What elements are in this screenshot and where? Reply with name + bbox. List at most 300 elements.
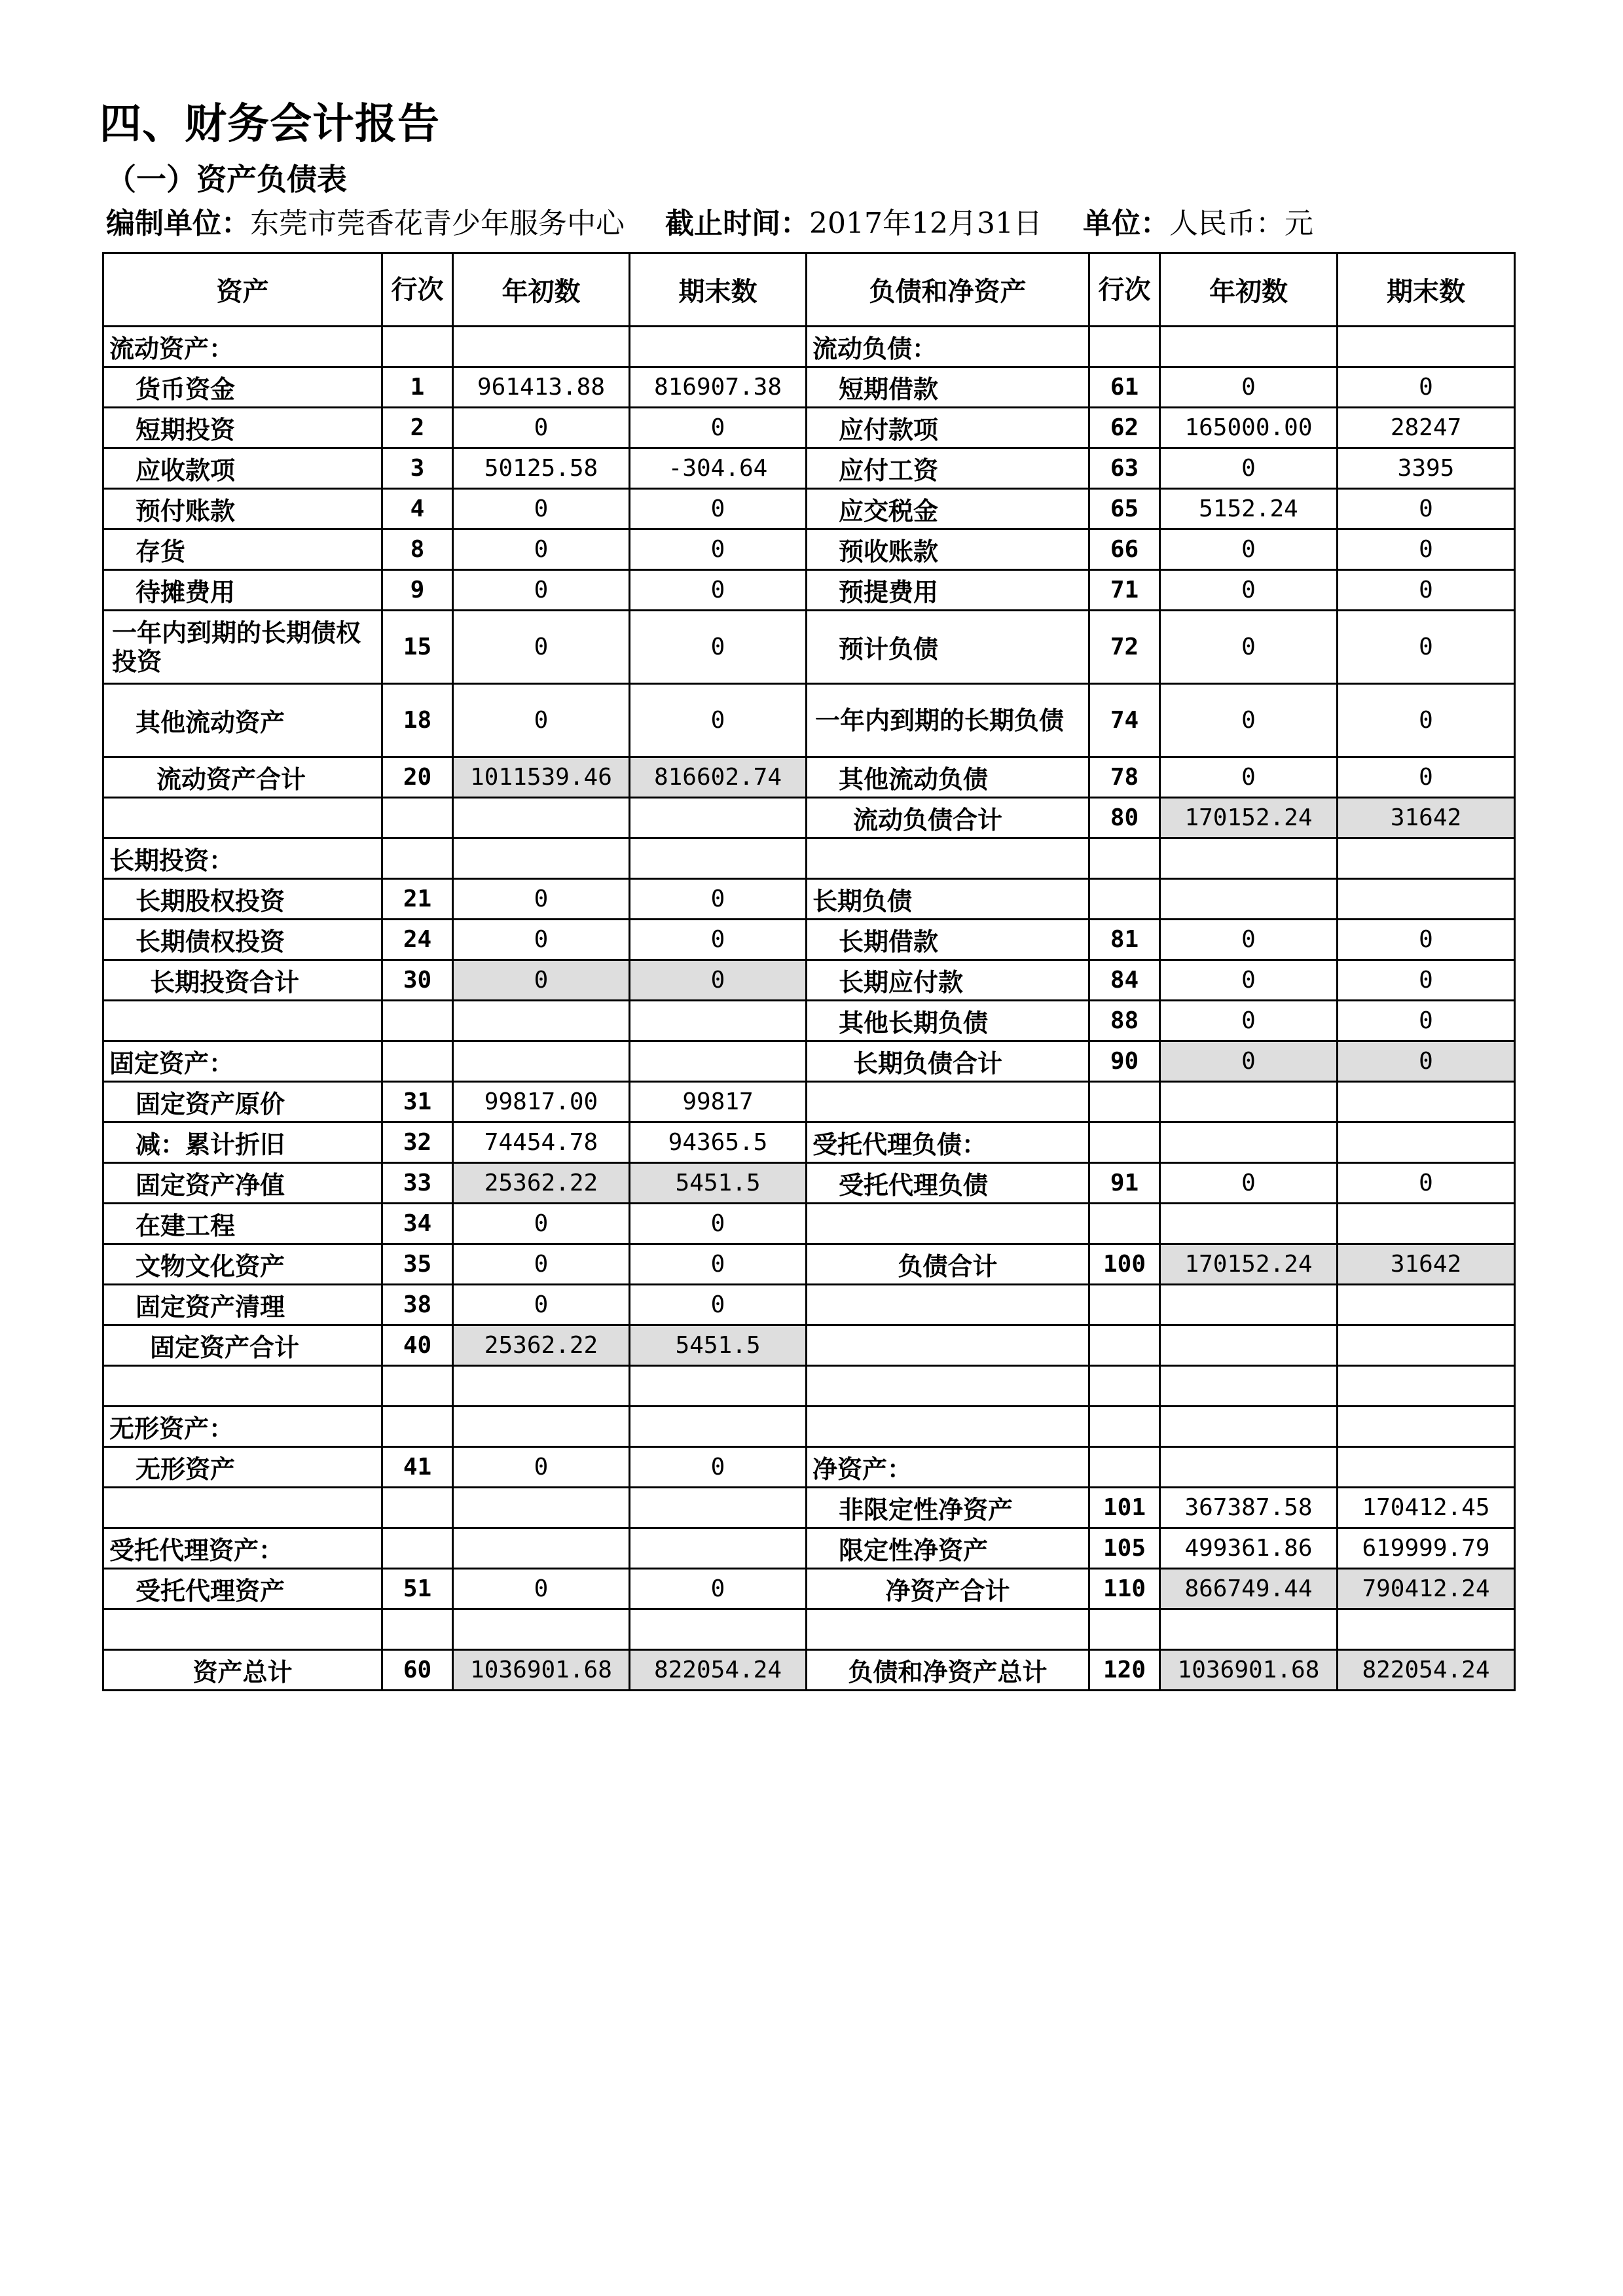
liability-name-cell: 短期借款 (807, 367, 1089, 408)
asset-closing-cell (630, 798, 807, 838)
asset-closing-cell: 5451.5 (630, 1163, 807, 1204)
table-row (103, 879, 1515, 920)
asset-line-cell: 30 (382, 960, 453, 1001)
table-row (103, 1244, 1515, 1285)
asset-opening-cell: 0 (453, 570, 630, 611)
asset-closing-cell (630, 1041, 807, 1082)
currency-label: 单位： (1082, 207, 1169, 240)
asset-closing-cell (630, 327, 807, 367)
asset-closing-cell: 5451.5 (630, 1325, 807, 1366)
liability-closing-cell: 0 (1338, 757, 1515, 798)
asset-line-cell: 3 (382, 448, 453, 489)
liability-closing-cell (1338, 838, 1515, 879)
liability-closing-cell: 0 (1338, 1041, 1515, 1082)
asset-line-cell: 4 (382, 489, 453, 529)
asset-opening-cell: 0 (453, 529, 630, 570)
table-row (103, 1285, 1515, 1325)
liability-line-cell (1089, 1407, 1160, 1447)
table-row (103, 448, 1515, 489)
asset-name-cell: 长期投资： (103, 838, 382, 879)
asset-name-cell: 一年内到期的长期债权投资 (103, 611, 382, 684)
asset-opening-cell: 0 (453, 1285, 630, 1325)
asset-name-cell: 固定资产清理 (103, 1285, 382, 1325)
liability-opening-cell: 5152.24 (1160, 489, 1338, 529)
asset-closing-cell: 0 (630, 1447, 807, 1488)
liability-closing-cell: 0 (1338, 1001, 1515, 1041)
asset-line-cell: 15 (382, 611, 453, 684)
asset-line-cell (382, 838, 453, 879)
liability-line-cell: 91 (1089, 1163, 1160, 1204)
asset-name-cell: 应收款项 (103, 448, 382, 489)
liability-closing-cell (1338, 879, 1515, 920)
asset-name-cell: 固定资产原价 (103, 1082, 382, 1122)
liability-opening-cell: 0 (1160, 529, 1338, 570)
liability-opening-cell: 0 (1160, 1001, 1338, 1041)
asset-line-cell: 35 (382, 1244, 453, 1285)
liability-opening-cell (1160, 1609, 1338, 1650)
unit-value: 东莞市莞香花青少年服务中心 (250, 207, 625, 240)
liability-opening-cell: 0 (1160, 757, 1338, 798)
liability-closing-cell: 0 (1338, 570, 1515, 611)
asset-closing-cell: 0 (630, 684, 807, 757)
liability-line-cell: 100 (1089, 1244, 1160, 1285)
table-row (103, 1488, 1515, 1528)
asset-closing-cell (630, 1407, 807, 1447)
liability-line-cell: 80 (1089, 798, 1160, 838)
asset-closing-cell: 94365.5 (630, 1122, 807, 1163)
liability-line-cell (1089, 1082, 1160, 1122)
liability-opening-cell: 367387.58 (1160, 1488, 1338, 1528)
asset-closing-cell: 0 (630, 1204, 807, 1244)
liability-line-cell: 62 (1089, 408, 1160, 448)
table-row (103, 1366, 1515, 1407)
page-title: 四、财务会计报告 (100, 100, 440, 149)
liability-name-cell: 一年内到期的长期负债 (807, 684, 1089, 757)
liability-name-cell (807, 1204, 1089, 1244)
asset-opening-cell: 25362.22 (453, 1325, 630, 1366)
table-row (103, 1528, 1515, 1569)
liability-closing-cell: 0 (1338, 489, 1515, 529)
table-row (103, 570, 1515, 611)
liability-line-cell (1089, 1285, 1160, 1325)
asset-closing-cell (630, 1609, 807, 1650)
table-row (103, 611, 1515, 684)
liability-closing-cell: 31642 (1338, 1244, 1515, 1285)
asset-line-cell (382, 1001, 453, 1041)
table-row (103, 367, 1515, 408)
asset-closing-cell (630, 1366, 807, 1407)
asset-opening-cell (453, 327, 630, 367)
asset-opening-cell: 0 (453, 684, 630, 757)
liability-line-cell: 61 (1089, 367, 1160, 408)
liability-closing-cell: 822054.24 (1338, 1650, 1515, 1691)
liability-name-cell: 应交税金 (807, 489, 1089, 529)
asset-closing-cell: 0 (630, 489, 807, 529)
asset-opening-cell (453, 1366, 630, 1407)
asset-line-cell (382, 798, 453, 838)
liability-closing-cell (1338, 1447, 1515, 1488)
asset-opening-cell: 0 (453, 960, 630, 1001)
liability-line-cell: 63 (1089, 448, 1160, 489)
liability-line-cell: 101 (1089, 1488, 1160, 1528)
asset-name-cell: 存货 (103, 529, 382, 570)
asset-line-cell: 24 (382, 920, 453, 960)
liability-opening-cell (1160, 1285, 1338, 1325)
asset-line-cell (382, 1366, 453, 1407)
table-row (103, 1041, 1515, 1082)
asset-closing-cell: 0 (630, 611, 807, 684)
asset-opening-cell (453, 798, 630, 838)
asset-line-cell: 21 (382, 879, 453, 920)
liability-name-cell: 长期借款 (807, 920, 1089, 960)
asset-name-cell: 待摊费用 (103, 570, 382, 611)
header-line (382, 253, 453, 327)
liability-closing-cell: 0 (1338, 920, 1515, 960)
liability-closing-cell: 0 (1338, 529, 1515, 570)
asset-name-cell: 货币资金 (103, 367, 382, 408)
liability-name-cell: 应付工资 (807, 448, 1089, 489)
header-line-text: 行次 (391, 274, 444, 305)
liability-opening-cell: 1036901.68 (1160, 1650, 1338, 1691)
asset-name-cell: 长期投资合计 (103, 960, 382, 1001)
table-row (103, 489, 1515, 529)
liability-closing-cell: 170412.45 (1338, 1488, 1515, 1528)
header-opening: 年初数 (453, 253, 630, 327)
liability-closing-cell: 790412.24 (1338, 1569, 1515, 1609)
asset-closing-cell: 0 (630, 408, 807, 448)
asset-name-cell (103, 1488, 382, 1528)
asset-closing-cell: -304.64 (630, 448, 807, 489)
asset-opening-cell (453, 1488, 630, 1528)
liability-line-cell: 78 (1089, 757, 1160, 798)
table-row (103, 838, 1515, 879)
asset-line-cell (382, 1609, 453, 1650)
asset-line-cell: 33 (382, 1163, 453, 1204)
liability-name-cell: 净资产合计 (807, 1569, 1089, 1609)
liability-closing-cell (1338, 1407, 1515, 1447)
asset-line-cell: 51 (382, 1569, 453, 1609)
liability-opening-cell: 866749.44 (1160, 1569, 1338, 1609)
liability-closing-cell (1338, 1082, 1515, 1122)
asset-name-cell: 在建工程 (103, 1204, 382, 1244)
liability-opening-cell (1160, 1447, 1338, 1488)
liability-name-cell: 长期负债合计 (807, 1041, 1089, 1082)
unit-label: 编制单位： (106, 207, 250, 240)
table-row (103, 960, 1515, 1001)
asset-name-cell: 无形资产： (103, 1407, 382, 1447)
liability-opening-cell (1160, 1082, 1338, 1122)
asset-closing-cell: 822054.24 (630, 1650, 807, 1691)
header-line-2 (1089, 253, 1160, 327)
asset-line-cell: 1 (382, 367, 453, 408)
liability-opening-cell: 0 (1160, 684, 1338, 757)
asset-name-cell (103, 1001, 382, 1041)
table-row (103, 529, 1515, 570)
liability-line-cell: 120 (1089, 1650, 1160, 1691)
liability-line-cell: 110 (1089, 1569, 1160, 1609)
liability-closing-cell (1338, 1204, 1515, 1244)
liability-name-cell: 预收账款 (807, 529, 1089, 570)
liability-name-cell (807, 838, 1089, 879)
table-row (103, 1163, 1515, 1204)
asset-closing-cell: 0 (630, 529, 807, 570)
liability-line-cell: 84 (1089, 960, 1160, 1001)
liability-opening-cell: 0 (1160, 367, 1338, 408)
liability-closing-cell: 0 (1338, 367, 1515, 408)
liability-name-cell (807, 1609, 1089, 1650)
table-row (103, 1001, 1515, 1041)
table-row (103, 1447, 1515, 1488)
liability-name-cell: 其他流动负债 (807, 757, 1089, 798)
liability-opening-cell (1160, 1407, 1338, 1447)
asset-closing-cell: 0 (630, 960, 807, 1001)
asset-name-cell (103, 1366, 382, 1407)
asset-line-cell: 8 (382, 529, 453, 570)
liability-line-cell: 74 (1089, 684, 1160, 757)
asset-name-cell (103, 798, 382, 838)
table-row (103, 1325, 1515, 1366)
asset-opening-cell (453, 1528, 630, 1569)
asset-name-cell: 受托代理资产： (103, 1528, 382, 1569)
currency-value: 人民币：元 (1169, 207, 1313, 240)
asset-name-cell: 无形资产 (103, 1447, 382, 1488)
asset-name-cell: 减：累计折旧 (103, 1122, 382, 1163)
asset-opening-cell: 25362.22 (453, 1163, 630, 1204)
header-opening-2: 年初数 (1160, 253, 1338, 327)
liability-closing-cell (1338, 327, 1515, 367)
liability-name-cell: 流动负债： (807, 327, 1089, 367)
asset-line-cell: 34 (382, 1204, 453, 1244)
liability-closing-cell (1338, 1366, 1515, 1407)
liability-closing-cell (1338, 1325, 1515, 1366)
asset-opening-cell (453, 1041, 630, 1082)
liability-opening-cell (1160, 327, 1338, 367)
liability-closing-cell: 619999.79 (1338, 1528, 1515, 1569)
asset-name-cell (103, 1609, 382, 1650)
asset-line-cell: 2 (382, 408, 453, 448)
liability-line-cell (1089, 1325, 1160, 1366)
table-row (103, 920, 1515, 960)
liability-closing-cell: 0 (1338, 611, 1515, 684)
asset-name-cell: 长期债权投资 (103, 920, 382, 960)
table-row (103, 1650, 1515, 1691)
asset-line-cell: 38 (382, 1285, 453, 1325)
liability-line-cell (1089, 879, 1160, 920)
asset-closing-cell: 0 (630, 1285, 807, 1325)
asset-opening-cell: 50125.58 (453, 448, 630, 489)
liability-name-cell: 非限定性净资产 (807, 1488, 1089, 1528)
asset-opening-cell (453, 838, 630, 879)
liability-closing-cell (1338, 1122, 1515, 1163)
liability-closing-cell: 0 (1338, 1163, 1515, 1204)
table-row (103, 757, 1515, 798)
liability-closing-cell: 0 (1338, 960, 1515, 1001)
asset-closing-cell: 0 (630, 570, 807, 611)
liability-line-cell: 105 (1089, 1528, 1160, 1569)
liability-closing-cell: 0 (1338, 684, 1515, 757)
header-closing-2: 期末数 (1338, 253, 1515, 327)
liability-name-cell: 受托代理负债： (807, 1122, 1089, 1163)
asset-name-cell: 流动资产合计 (103, 757, 382, 798)
header-liabilities: 负债和净资产 (807, 253, 1089, 327)
liability-closing-cell: 3395 (1338, 448, 1515, 489)
asset-name-cell: 资产总计 (103, 1650, 382, 1691)
liability-line-cell: 88 (1089, 1001, 1160, 1041)
liability-line-cell: 65 (1089, 489, 1160, 529)
asset-closing-cell: 0 (630, 1569, 807, 1609)
liability-opening-cell: 170152.24 (1160, 1244, 1338, 1285)
date-label: 截止时间： (665, 207, 809, 240)
liability-opening-cell (1160, 1366, 1338, 1407)
table-row (103, 1122, 1515, 1163)
liability-closing-cell (1338, 1285, 1515, 1325)
asset-closing-cell: 0 (630, 920, 807, 960)
liability-line-cell (1089, 838, 1160, 879)
asset-closing-cell (630, 1488, 807, 1528)
asset-line-cell: 32 (382, 1122, 453, 1163)
asset-opening-cell: 0 (453, 879, 630, 920)
asset-name-cell: 长期股权投资 (103, 879, 382, 920)
liability-name-cell: 长期负债 (807, 879, 1089, 920)
liability-opening-cell (1160, 1204, 1338, 1244)
asset-name-cell: 其他流动资产 (103, 684, 382, 757)
liability-name-cell: 受托代理负债 (807, 1163, 1089, 1204)
liability-opening-cell: 170152.24 (1160, 798, 1338, 838)
liability-opening-cell (1160, 1122, 1338, 1163)
asset-opening-cell: 99817.00 (453, 1082, 630, 1122)
table-row (103, 1407, 1515, 1447)
header-assets: 资产 (103, 253, 382, 327)
liability-opening-cell: 0 (1160, 611, 1338, 684)
asset-name-cell: 文物文化资产 (103, 1244, 382, 1285)
report-meta (106, 200, 1313, 242)
asset-name-cell: 固定资产合计 (103, 1325, 382, 1366)
liability-line-cell: 71 (1089, 570, 1160, 611)
liability-line-cell: 90 (1089, 1041, 1160, 1082)
liability-name-cell: 负债合计 (807, 1244, 1089, 1285)
asset-opening-cell (453, 1609, 630, 1650)
liability-name-cell (807, 1285, 1089, 1325)
asset-opening-cell: 0 (453, 920, 630, 960)
asset-opening-cell: 0 (453, 1204, 630, 1244)
asset-closing-cell: 0 (630, 879, 807, 920)
liability-name-cell: 负债和净资产总计 (807, 1650, 1089, 1691)
liability-line-cell (1089, 1609, 1160, 1650)
asset-line-cell: 20 (382, 757, 453, 798)
asset-opening-cell: 0 (453, 1447, 630, 1488)
asset-line-cell: 31 (382, 1082, 453, 1122)
table-row (103, 1082, 1515, 1122)
asset-closing-cell (630, 1001, 807, 1041)
liability-name-cell: 净资产： (807, 1447, 1089, 1488)
liability-name-cell (807, 1407, 1089, 1447)
table-row (103, 1569, 1515, 1609)
asset-opening-cell (453, 1001, 630, 1041)
table-row (103, 408, 1515, 448)
liability-opening-cell: 0 (1160, 1041, 1338, 1082)
asset-line-cell (382, 1488, 453, 1528)
asset-line-cell: 9 (382, 570, 453, 611)
liability-line-cell: 66 (1089, 529, 1160, 570)
asset-line-cell (382, 1528, 453, 1569)
liability-opening-cell (1160, 879, 1338, 920)
table-header-row (103, 253, 1515, 327)
asset-line-cell (382, 327, 453, 367)
liability-closing-cell: 28247 (1338, 408, 1515, 448)
asset-name-cell: 固定资产净值 (103, 1163, 382, 1204)
liability-closing-cell (1338, 1609, 1515, 1650)
liability-opening-cell (1160, 1325, 1338, 1366)
asset-line-cell (382, 1407, 453, 1447)
liability-line-cell (1089, 1447, 1160, 1488)
asset-opening-cell: 1011539.46 (453, 757, 630, 798)
section-subtitle: （一）资产负债表 (106, 162, 347, 197)
asset-line-cell (382, 1041, 453, 1082)
liability-name-cell: 应付款项 (807, 408, 1089, 448)
liability-line-cell (1089, 1204, 1160, 1244)
asset-closing-cell: 99817 (630, 1082, 807, 1122)
liability-opening-cell: 165000.00 (1160, 408, 1338, 448)
liability-closing-cell: 31642 (1338, 798, 1515, 838)
asset-opening-cell (453, 1407, 630, 1447)
balance-sheet-table (102, 252, 1516, 1691)
asset-opening-cell: 0 (453, 408, 630, 448)
asset-closing-cell (630, 838, 807, 879)
asset-name-cell: 流动资产： (103, 327, 382, 367)
asset-closing-cell: 816602.74 (630, 757, 807, 798)
header-closing: 期末数 (630, 253, 807, 327)
liability-opening-cell: 0 (1160, 1163, 1338, 1204)
liability-name-cell: 长期应付款 (807, 960, 1089, 1001)
asset-name-cell: 固定资产： (103, 1041, 382, 1082)
asset-opening-cell: 0 (453, 1244, 630, 1285)
liability-name-cell (807, 1366, 1089, 1407)
liability-line-cell: 81 (1089, 920, 1160, 960)
liability-name-cell (807, 1325, 1089, 1366)
liability-name-cell: 限定性净资产 (807, 1528, 1089, 1569)
liability-name-cell: 预提费用 (807, 570, 1089, 611)
date-value: 2017年12月31日 (809, 207, 1042, 240)
asset-opening-cell: 961413.88 (453, 367, 630, 408)
liability-opening-cell: 0 (1160, 570, 1338, 611)
table-row (103, 684, 1515, 757)
table-row (103, 1204, 1515, 1244)
liability-name-cell: 流动负债合计 (807, 798, 1089, 838)
asset-name-cell: 预付账款 (103, 489, 382, 529)
asset-closing-cell: 0 (630, 1244, 807, 1285)
asset-line-cell: 40 (382, 1325, 453, 1366)
asset-line-cell: 18 (382, 684, 453, 757)
liability-name-cell: 预计负债 (807, 611, 1089, 684)
liability-line-cell (1089, 1366, 1160, 1407)
asset-opening-cell: 0 (453, 1569, 630, 1609)
asset-closing-cell: 816907.38 (630, 367, 807, 408)
asset-name-cell: 受托代理资产 (103, 1569, 382, 1609)
liability-opening-cell: 0 (1160, 920, 1338, 960)
asset-line-cell: 41 (382, 1447, 453, 1488)
asset-opening-cell: 0 (453, 611, 630, 684)
asset-opening-cell: 0 (453, 489, 630, 529)
liability-opening-cell (1160, 838, 1338, 879)
asset-line-cell: 60 (382, 1650, 453, 1691)
liability-opening-cell: 499361.86 (1160, 1528, 1338, 1569)
asset-closing-cell (630, 1528, 807, 1569)
table-row (103, 327, 1515, 367)
asset-opening-cell: 74454.78 (453, 1122, 630, 1163)
liability-opening-cell: 0 (1160, 448, 1338, 489)
liability-line-cell (1089, 327, 1160, 367)
table-row (103, 798, 1515, 838)
